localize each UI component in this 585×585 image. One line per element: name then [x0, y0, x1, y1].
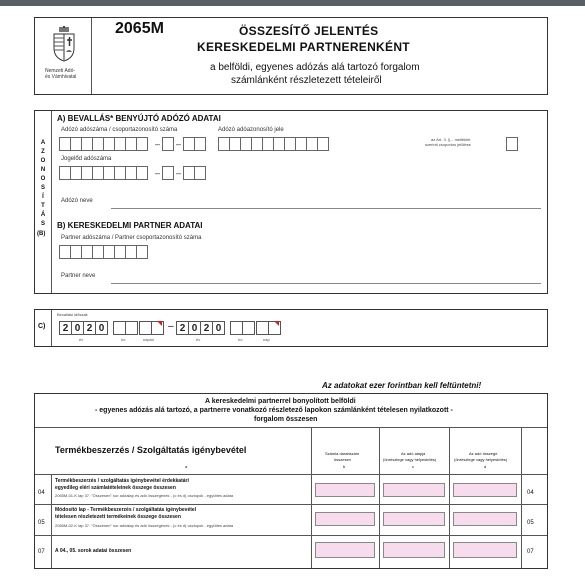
group-note-line1: az Art. 3. §... melléklet	[431, 137, 471, 142]
side-label-letter: T	[41, 203, 45, 209]
form-title-line2: KERESKEDELMI PARTNERENKÉNT	[197, 40, 410, 54]
tax-amount-input[interactable]	[453, 483, 517, 497]
row-number: 07	[38, 549, 45, 555]
invoice-count-input[interactable]	[315, 542, 375, 558]
row-end-number: 04	[527, 490, 534, 496]
side-label-suffix: (B)	[37, 231, 46, 237]
col-d-letter: d	[484, 464, 487, 469]
side-label-letter: O	[40, 158, 46, 164]
side-label-letter: O	[40, 176, 46, 182]
coat-of-arms-icon	[51, 26, 77, 62]
side-label-letter: Á	[40, 212, 46, 218]
row-description-line1: A 04., 05. sorok adatai összesen	[55, 548, 132, 554]
taxnum-vat-code-field[interactable]	[162, 137, 173, 151]
row-description-line3: 2065M-01-K lap 37. "Összesen" sor adóalap és adó összegének - (c és d) oszlopok - együttes adata	[55, 493, 234, 498]
side-label	[38, 139, 48, 229]
thousand-forint-notice: Az adatokat ezer forintban kell feltüntetni!	[322, 381, 482, 390]
year-digit-cell[interactable]: 2	[200, 321, 213, 335]
row-description-line1: Termékbeszerzés / szolgáltatás igénybevétel érdekkatári	[55, 478, 189, 484]
col-a-header: Termékbeszerzés / Szolgáltatás igénybevétel	[55, 445, 247, 455]
side-label-letter: Í	[42, 194, 44, 200]
period-section	[34, 309, 548, 347]
row-number: 05	[38, 520, 45, 526]
year-digit-cell[interactable]: 0	[188, 321, 201, 335]
partner-name-field[interactable]	[111, 283, 541, 284]
year-digit-cell[interactable]: 0	[212, 321, 225, 335]
period-section-label: C)	[38, 323, 46, 330]
year-digit-cell[interactable]: 2	[176, 321, 189, 335]
row-description-line2: egyedileg eléri számlatételeinek összege összesen	[55, 485, 176, 491]
side-label-divider	[51, 111, 52, 293]
group-note-line2: szerinti csoportos jelölése	[425, 142, 471, 147]
col-b-letter: b	[343, 464, 346, 469]
period-label: Bevallási időszak	[57, 312, 88, 317]
taxnum-field[interactable]	[59, 137, 147, 151]
side-label-letter: Z	[41, 149, 45, 155]
tax-base-input[interactable]	[383, 512, 445, 526]
period-end-year-field[interactable]	[176, 321, 224, 335]
col-c-header-line2: (önrészlege vagy helyesbítés)	[383, 457, 437, 462]
col-b-header-line1: Számla darabszám	[325, 451, 360, 456]
side-label-letter: A	[40, 140, 46, 146]
period-end-month-field[interactable]	[230, 321, 254, 335]
form-subtitle-line2: számlánként részletezett tételeiről	[231, 75, 382, 86]
taxpayer-name-field[interactable]	[111, 208, 541, 209]
tax-base-input[interactable]	[383, 483, 445, 497]
partner-taxnum-label: Partner adószáma / Partner csoportazonosító száma	[61, 235, 202, 241]
identification-section: A Z O N O S Í T Á S (B) A) BEVALLÁS* BENYÚJTÓ ADÓZÓ ADATAI Adózó adószáma / csoportazonosító száma Adózó adóazonosító jele – – az Art. 3. §... melléklet szerinti csoportos jelölése Jogelőd adószáma – – Adózó neve B) KERESKEDELMI PARTNER ADATAI Partner adószáma / Partner csoportazonosító száma Partner neve	[34, 110, 548, 294]
year-digit-cell[interactable]: 2	[83, 321, 96, 335]
header-box	[34, 17, 548, 95]
agency-name-line2: és Vámhivatal	[45, 74, 77, 80]
prev-taxnum-field[interactable]	[59, 166, 147, 180]
table-title-line1: A kereskedelmi partnerrel bonyolított belföldi	[205, 398, 356, 405]
partner-name-label: Partner neve	[61, 273, 96, 279]
col-d-header-line2: (önrészlege vagy helyesbítés)	[454, 457, 508, 462]
side-label-letter: S	[40, 185, 45, 191]
prev-taxnum-vat-code-field[interactable]	[162, 166, 173, 180]
row-description-line2: tételesen részletezett termékeinek összege összesen	[55, 514, 181, 520]
taxid-field[interactable]	[218, 137, 328, 151]
year-digit-cell[interactable]: 0	[71, 321, 84, 335]
prev-taxnum-county-field[interactable]	[183, 166, 205, 180]
row-description-line3: 2065M-02-K lap 37. "Összesen" sor adóalap és adó összegének - (c és d) oszlopok - együttes adata	[55, 523, 234, 528]
end-ho-label: hó	[238, 337, 243, 342]
summary-table	[34, 393, 548, 569]
section-b-title: B) KERESKEDELMI PARTNER ADATAI	[57, 221, 203, 230]
partner-taxnum-field[interactable]	[59, 245, 147, 259]
form-title-line1: ÖSSZESÍTŐ JELENTÉS	[239, 24, 379, 38]
invoice-count-input[interactable]	[315, 512, 375, 526]
side-label-letter: S	[40, 221, 45, 227]
header-divider	[91, 18, 92, 94]
row-end-number: 05	[527, 520, 534, 526]
tax-amount-input[interactable]	[453, 512, 517, 526]
taxnum-label: Adózó adószáma / csoportazonosító száma	[61, 127, 178, 133]
col-b-header-line2: összesen	[334, 457, 351, 462]
row-end-number: 07	[527, 549, 534, 555]
col-c-header-line1: Az adó alapja	[401, 451, 426, 456]
form-subtitle-line1: a belföldi, egyenes adózás alá tartozó forgalom	[210, 62, 420, 73]
side-label-letter: N	[40, 167, 46, 173]
period-label-divider	[51, 310, 52, 346]
table-title-line2: - egyenes adózás alá tartozó, a partnerre vonatkozó részletező lapokon számlánként tételesen nyilatkozott -	[95, 407, 453, 414]
top-bar	[0, 0, 585, 6]
start-ev-label: év	[79, 337, 84, 342]
taxid-label: Adózó adóazonosító jele	[218, 127, 284, 133]
start-naptol-label: naptól	[143, 337, 154, 342]
period-start-month-field[interactable]	[113, 321, 137, 335]
col-c-letter: c	[412, 464, 414, 469]
form-code: 2065M	[115, 20, 164, 37]
taxpayer-name-label: Adózó neve	[61, 198, 93, 204]
period-separator: –	[168, 321, 174, 332]
period-start-red-marker	[157, 321, 162, 326]
invoice-count-input[interactable]	[315, 483, 375, 497]
end-ev-label: év	[196, 337, 201, 342]
period-start-year-field[interactable]	[59, 321, 107, 335]
col-d-header-line1: Az adó összege	[469, 451, 498, 456]
table-title-line3: forgalom összesen	[254, 416, 318, 423]
prev-taxnum-label: Jogelőd adószáma	[61, 156, 112, 162]
tax-amount-input[interactable]	[453, 542, 517, 558]
period-end-red-marker	[274, 321, 279, 326]
end-nap-label: nap	[263, 337, 270, 342]
row-number: 04	[38, 490, 45, 496]
section-a-title: A) BEVALLÁS* BENYÚJTÓ ADÓZÓ ADATAI	[57, 114, 221, 123]
row-description-line1: Módosító lap - Termékbeszerzés / szolgáltatás igénybevétel	[55, 507, 197, 513]
year-digit-cell[interactable]: 2	[59, 321, 72, 335]
start-ho-label: hó	[121, 337, 126, 342]
taxnum-county-field[interactable]	[183, 137, 205, 151]
tax-base-input[interactable]	[383, 542, 445, 558]
year-digit-cell[interactable]: 0	[95, 321, 108, 335]
col-a-letter: a	[185, 464, 188, 469]
group-flag-field[interactable]	[506, 137, 517, 151]
agency-name-line1: Nemzeti Adó-	[45, 68, 76, 74]
